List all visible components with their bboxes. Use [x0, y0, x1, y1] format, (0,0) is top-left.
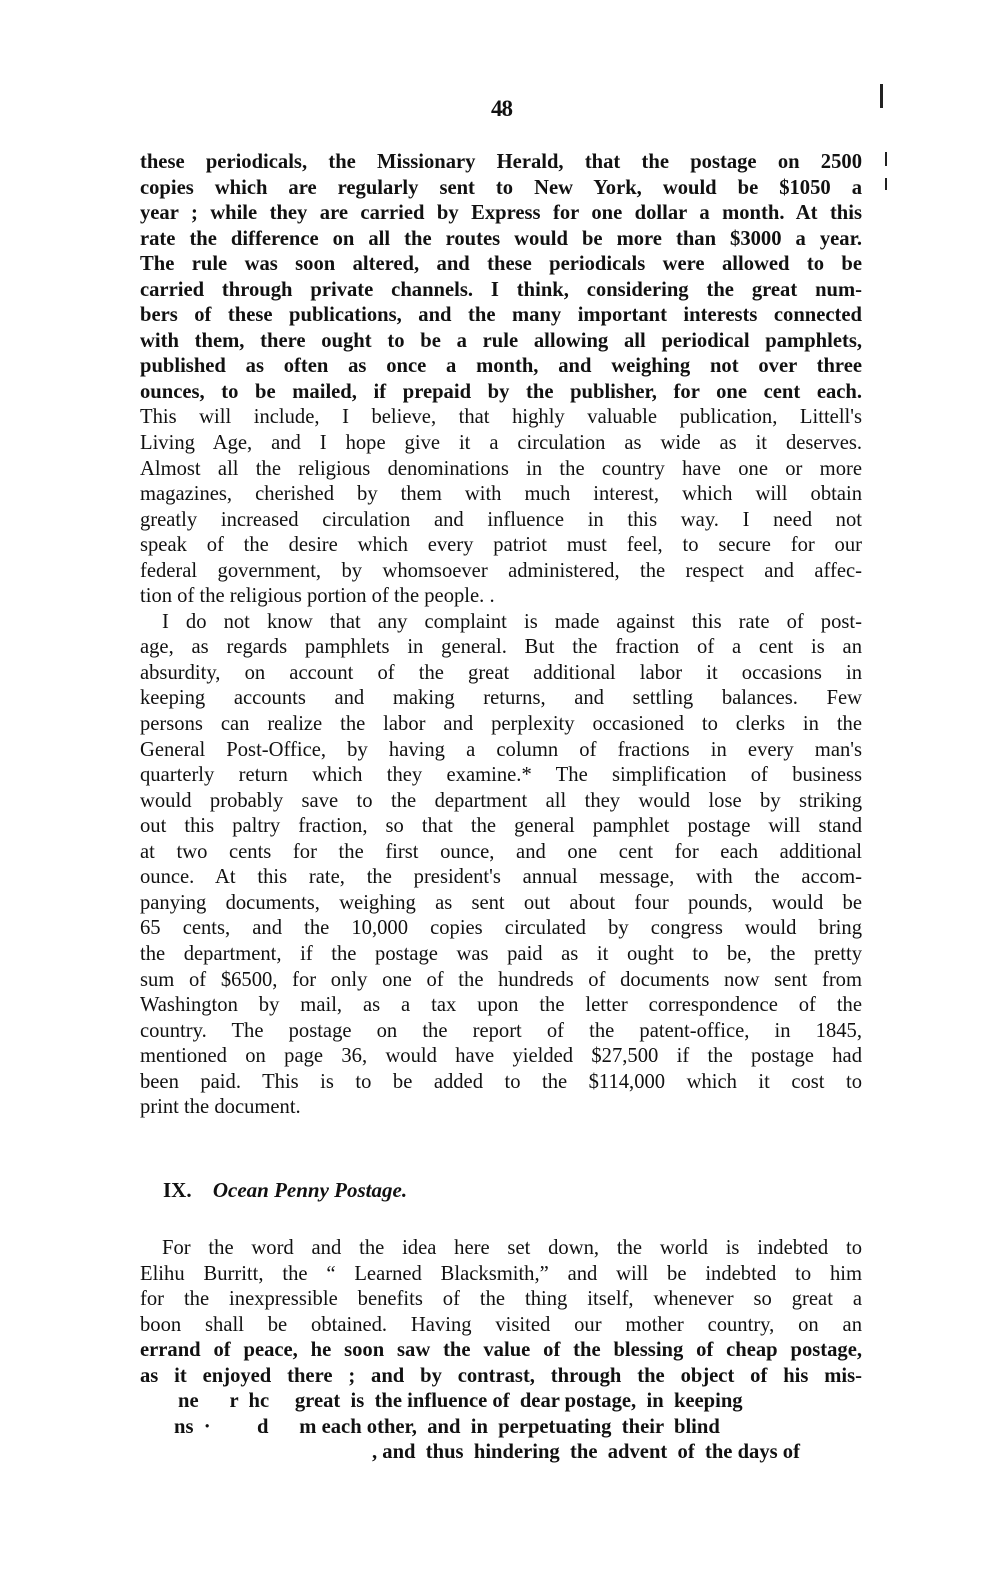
- section-heading: [163, 1178, 407, 1203]
- text-line: print the document.: [140, 1096, 301, 1119]
- damaged-text-line: ne r hc great is the influence of dear postage, in keeping: [178, 1390, 743, 1413]
- text-line: 65 cents, and the 10,000 copies circulated by congress would bring: [140, 917, 862, 940]
- text-line: these periodicals, the Missionary Herald, that the postage on 2500: [140, 151, 862, 173]
- scan-artifact-mark: [885, 152, 887, 166]
- scan-artifact-mark: [880, 84, 883, 108]
- text-line: Living Age, and I hope give it a circulation as wide as it deserves.: [140, 432, 862, 455]
- text-line: tion of the religious portion of the people. .: [140, 585, 495, 608]
- text-line: panying documents, weighing as sent out about four pounds, would be: [140, 891, 862, 914]
- text-line: at two cents for the first ounce, and one cent for each additional: [140, 840, 862, 863]
- text-line: been paid. This is to be added to the $114,000 which it cost to: [140, 1070, 862, 1093]
- text-line: as it enjoyed there ; and by contrast, through the object of his mis-: [140, 1364, 862, 1387]
- section-number: IX.: [163, 1178, 192, 1202]
- text-line: absurdity, on account of the great additional labor it occasions in: [140, 661, 862, 684]
- text-line: sum of $6500, for only one of the hundreds of documents now sent from: [140, 968, 862, 991]
- text-line: Elihu Burritt, the “ Learned Blacksmith,” and will be indebted to him: [140, 1262, 862, 1285]
- text-line: mentioned on page 36, would have yielded $27,500 if the postage had: [140, 1045, 862, 1068]
- text-line: out this paltry fraction, so that the general pamphlet postage will stand: [140, 815, 862, 838]
- text-line: carried through private channels. I think, considering the great num-: [140, 278, 862, 301]
- text-line: General Post-Office, by having a column of fractions in every man's: [140, 738, 862, 761]
- text-line: would probably save to the department all they would lose by striking: [140, 789, 862, 812]
- text-line: speak of the desire which every patriot must feel, to secure for our: [140, 534, 862, 557]
- text-line: I do not know that any complaint is made against this rate of post-: [162, 610, 862, 633]
- text-line: year ; while they are carried by Express for one dollar a month. At this: [140, 202, 862, 225]
- text-line: Almost all the religious denominations in the country have one or more: [140, 457, 862, 480]
- text-line: greatly increased circulation and influence in this way. I need not: [140, 508, 862, 531]
- text-line: This will include, I believe, that highly valuable publication, Littell's: [140, 406, 862, 429]
- text-line: for the inexpressible benefits of the thing itself, whenever so great a: [140, 1288, 862, 1311]
- text-line: rate the difference on all the routes would be more than $3000 a year.: [140, 227, 862, 250]
- text-line: For the word and the idea here set down, the world is indebted to: [162, 1237, 862, 1259]
- text-line: boon shall be obtained. Having visited our mother country, on an: [140, 1313, 862, 1336]
- text-line: published as often as once a month, and weighing not over three: [140, 355, 862, 378]
- damaged-text-line: ns · d m each other, and in perpetuating their blind: [174, 1415, 720, 1438]
- text-line: keeping accounts and making returns, and settling balances. Few: [140, 687, 862, 710]
- text-line: copies which are regularly sent to New York, would be $1050 a: [140, 176, 862, 199]
- text-line: Washington by mail, as a tax upon the letter correspondence of the: [140, 994, 862, 1017]
- text-line: ounces, to be mailed, if prepaid by the publisher, for one cent each.: [140, 380, 862, 403]
- text-line: magazines, cherished by them with much interest, which will obtain: [140, 483, 862, 506]
- text-line: errand of peace, he soon saw the value of the blessing of cheap postage,: [140, 1339, 862, 1362]
- text-line: persons can realize the labor and perplexity occasioned to clerks in the: [140, 713, 862, 736]
- text-line: age, as regards pamphlets in general. But the fraction of a cent is an: [140, 636, 862, 659]
- body-paragraph-continued: [140, 150, 862, 1121]
- text-line: federal government, by whomsoever administered, the respect and affec-: [140, 559, 862, 582]
- text-line: the department, if the postage was paid as it ought to be, the pretty: [140, 942, 862, 965]
- page-number: 48: [491, 96, 512, 121]
- text-line: with them, there ought to be a rule allowing all periodical pamphlets,: [140, 329, 862, 352]
- section-title: Ocean Penny Postage.: [212, 1178, 408, 1202]
- section-ix-paragraph: [140, 1236, 862, 1466]
- text-line: country. The postage on the report of the patent-office, in 1845,: [140, 1019, 862, 1042]
- text-line: The rule was soon altered, and these periodicals were allowed to be: [140, 253, 862, 276]
- damaged-text-line: , and thus hindering the advent of the days of: [372, 1441, 800, 1464]
- text-line: ounce. At this rate, the president's annual message, with the accom-: [140, 866, 862, 889]
- text-line: bers of these publications, and the many important interests connected: [140, 304, 862, 327]
- text-line: quarterly return which they examine.* The simplification of business: [140, 764, 862, 787]
- scan-artifact-mark: [885, 178, 887, 190]
